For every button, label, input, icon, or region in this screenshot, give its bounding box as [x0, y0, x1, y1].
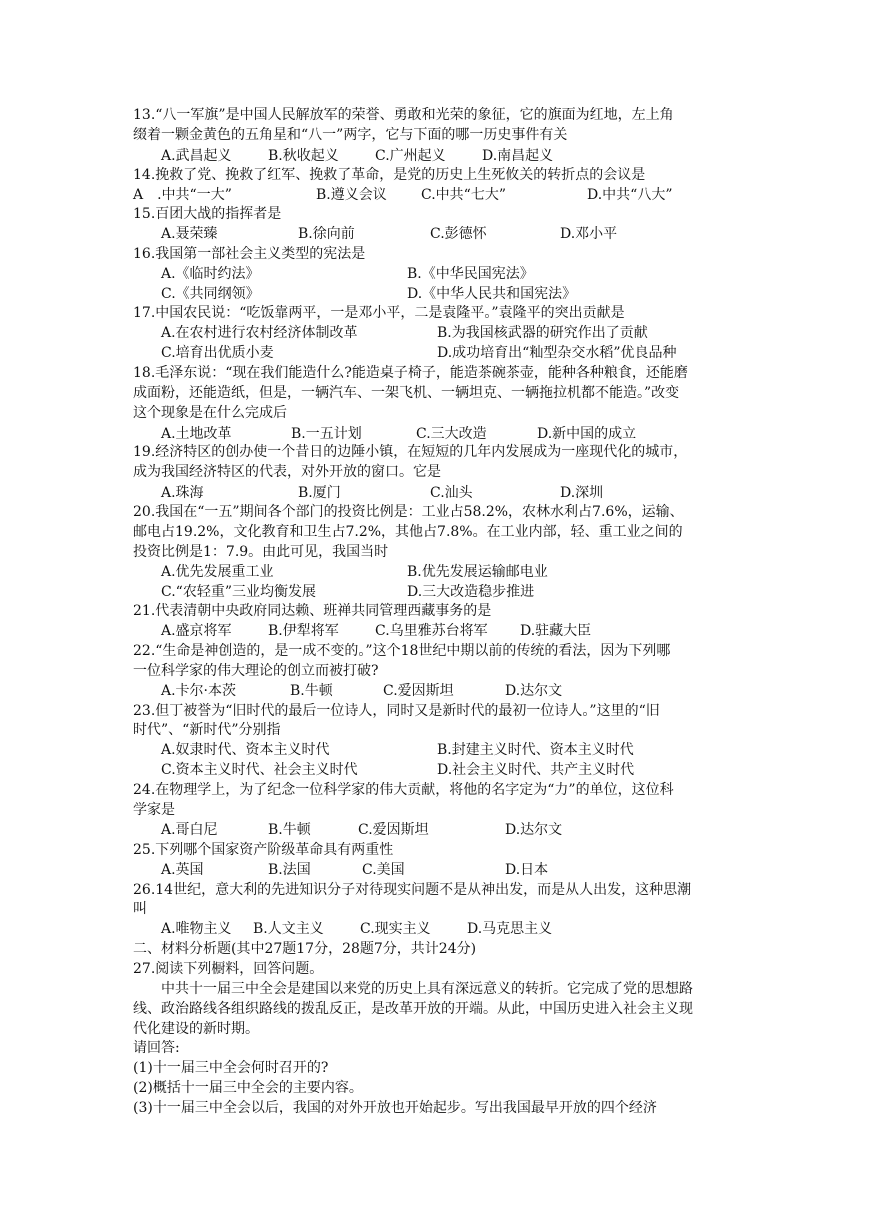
- q22-option-d: D.达尔文: [505, 683, 563, 699]
- q14-option-b: B.遵义会议: [316, 187, 387, 203]
- q21-option-b: B.伊犁将军: [268, 623, 339, 639]
- q26-stem-line1: 26.14世纪，意大利的先进知识分子对待现实问题不是从神出发，而是从人出发，这种思潮: [133, 882, 692, 898]
- q27-material-line2: 线、政治路线各组织路线的拨乱反正，是改革开放的开端。从此，中国历史进入社会主义现: [133, 1001, 693, 1017]
- q24-stem-line2: 学家是: [133, 802, 175, 818]
- q13-option-a: A.武昌起义: [161, 148, 232, 164]
- q18-stem-line2: 成面粉，还能造纸，但是，一辆汽车、一架飞机、一辆坦克、一辆拖拉机都不能造。”改变: [133, 385, 680, 401]
- q19-option-c: C.汕头: [430, 485, 473, 501]
- q24-option-b: B.牛顿: [268, 822, 311, 838]
- q23-option-d: D.社会主义时代、共产主义时代: [437, 762, 635, 778]
- q25-option-a: A.英国: [161, 862, 204, 878]
- q15-option-a: A.聂荣臻: [161, 226, 218, 242]
- q22-stem-line2: 一位科学家的伟大理论的创立而被打破?: [133, 663, 379, 679]
- q27-material-line1: 中共十一届三中全会是建国以来党的历史上具有深远意义的转折。它完成了党的思想路: [161, 981, 693, 997]
- q17-option-c: C.培育出优质小麦: [161, 345, 274, 361]
- q27-sub3: (3)十一届三中全会以后，我国的对外开放也开始起步。写出我国最早开放的四个经济: [133, 1100, 657, 1116]
- q19-option-d: D.深圳: [560, 485, 604, 501]
- q20-option-d: D.三大改造稳步推进: [407, 584, 535, 600]
- q15-option-b: B.徐向前: [298, 226, 355, 242]
- q14-stem: 14.挽救了党、挽救了红军、挽救了革命，是党的历史上生死攸关的转折点的会议是: [133, 167, 646, 183]
- q14-option-a: A .中共“一大”: [133, 187, 232, 203]
- q22-stem-line1: 22.“生命是神创造的，是一成不变的。”这个18世纪中期以前的传统的看法，因为下列哪: [133, 643, 671, 659]
- q24-option-a: A.哥白尼: [161, 822, 218, 838]
- q27-prompt: 请回答:: [133, 1040, 180, 1056]
- q20-option-b: B.优先发展运输邮电业: [407, 564, 548, 580]
- q26-stem-line2: 叫: [133, 901, 147, 917]
- q18-stem-line1: 18.毛泽东说：“现在我们能造什么?能造桌子椅子，能造茶碗茶壶，能种各种粮食，还能磨: [133, 365, 688, 381]
- q24-option-d: D.达尔文: [505, 822, 563, 838]
- q21-stem: 21.代表清朝中央政府同达赖、班禅共同管理西藏事务的是: [133, 603, 492, 619]
- q21-option-d: D.驻藏大臣: [520, 623, 592, 639]
- q25-option-c: C.美国: [362, 862, 405, 878]
- q26-option-c: C.现实主义: [360, 921, 431, 937]
- q25-option-b: B.法国: [268, 862, 311, 878]
- q17-stem: 17.中国农民说：“吃饭靠两平，一是邓小平，二是袁隆平。”袁隆平的突出贡献是: [133, 305, 625, 321]
- q21-option-a: A.盛京将军: [161, 623, 232, 639]
- q25-option-d: D.日本: [505, 862, 549, 878]
- q18-option-d: D.新中国的成立: [537, 426, 637, 442]
- q13-option-c: C.广州起义: [375, 148, 446, 164]
- q14-option-d: D.中共“八大”: [587, 187, 673, 203]
- q16-stem: 16.我国第一部社会主义类型的宪法是: [133, 246, 366, 262]
- q15-option-c: C.彭德怀: [430, 226, 487, 242]
- q19-option-b: B.厦门: [298, 485, 341, 501]
- q23-option-c: C.资本主义时代、社会主义时代: [161, 762, 358, 778]
- q23-stem-line1: 23.但丁被誉为“旧时代的最后一位诗人，同时又是新时代的最初一位诗人。”这里的“旧: [133, 703, 660, 719]
- q15-option-d: D.邓小平: [560, 226, 618, 242]
- q26-option-d: D.马克思主义: [467, 921, 553, 937]
- q24-stem-line1: 24.在物理学上，为了纪念一位科学家的伟大贡献，将他的名字定为“力”的单位，这位科: [133, 782, 674, 798]
- q18-option-b: B.一五计划: [291, 426, 362, 442]
- q13-stem-line1: 13.“八一军旗”是中国人民解放军的荣誉、勇敢和光荣的象征，它的旗面为红地，左上角: [133, 107, 674, 123]
- q23-option-b: B.封建主义时代、资本主义时代: [437, 742, 634, 758]
- q20-stem-line1: 20.我国在“一五”期间各个部门的投资比例是：工业占58.2%，农林水利占7.6%，运输、: [133, 504, 684, 520]
- q20-option-a: A.优先发展重工业: [161, 564, 274, 580]
- q13-stem-line2: 缀着一颗金黄色的五角星和“八一”两字，它与下面的哪一历史事件有关: [133, 127, 568, 143]
- q18-option-a: A.土地改革: [161, 426, 232, 442]
- q17-option-a: A.在农村进行农村经济体制改革: [161, 325, 358, 341]
- q20-stem-line3: 投资比例是1：7.9。由此可见，我国当时: [133, 544, 389, 560]
- q22-option-c: C.爱因斯坦: [383, 683, 454, 699]
- q20-option-c: C.“农轻重”三业均衡发展: [161, 584, 316, 600]
- q19-option-a: A.珠海: [161, 485, 204, 501]
- q18-option-c: C.三大改造: [416, 426, 487, 442]
- q23-stem-line2: 时代”、“新时代”分别指: [133, 722, 281, 738]
- q13-option-b: B.秋收起义: [268, 148, 339, 164]
- q18-stem-line3: 这个现象是在什么完成后: [133, 405, 287, 421]
- q27-sub1: (1)十一届三中全会何时召开的?: [133, 1060, 329, 1076]
- q16-option-d: D.《中华人民共和国宪法》: [407, 286, 577, 302]
- q14-option-c: C.中共“七大”: [421, 187, 506, 203]
- q13-option-d: D.南昌起义: [482, 148, 554, 164]
- q24-option-c: C.爱因斯坦: [358, 822, 429, 838]
- q16-option-a: A.《临时约法》: [161, 266, 260, 282]
- q26-option-a: A.唯物主义: [161, 921, 232, 937]
- q27-material-line3: 代化建设的新时期。: [133, 1021, 259, 1037]
- q22-option-a: A.卡尔·本茨: [161, 683, 237, 699]
- q17-option-d: D.成功培育出“籼型杂交水稻”优良品种: [437, 345, 677, 361]
- q15-stem: 15.百团大战的指挥者是: [133, 206, 282, 222]
- q26-option-b: B.人文主义: [253, 921, 324, 937]
- q23-option-a: A.奴隶时代、资本主义时代: [161, 742, 330, 758]
- q27-sub2: (2)概括十一届三中全会的主要内容。: [133, 1080, 363, 1096]
- section-heading: 二、材料分析题(其中27题17分，28题7分，共计24分): [133, 941, 477, 957]
- q21-option-c: C.乌里雅苏台将军: [375, 623, 488, 639]
- q16-option-b: B.《中华民国宪法》: [407, 266, 534, 282]
- q25-stem: 25.下列哪个国家资产阶级革命具有两重性: [133, 842, 394, 858]
- q22-option-b: B.牛顿: [290, 683, 333, 699]
- q19-stem-line1: 19.经济特区的创办使一个昔日的边陲小镇，在短短的几年内发展成为一座现代化的城市，: [133, 444, 688, 460]
- q19-stem-line2: 成为我国经济特区的代表，对外开放的窗口。它是: [133, 464, 441, 480]
- q17-option-b: B.为我国核武器的研究作出了贡献: [437, 325, 648, 341]
- q16-option-c: C.《共同纲领》: [161, 286, 260, 302]
- q20-stem-line2: 邮电占19.2%，文化教育和卫生占7.2%，其他占7.8%。在工业内部，轻、重工业之间的: [133, 524, 683, 540]
- q27-stem: 27.阅读下列橱料，回答问题。: [133, 961, 324, 977]
